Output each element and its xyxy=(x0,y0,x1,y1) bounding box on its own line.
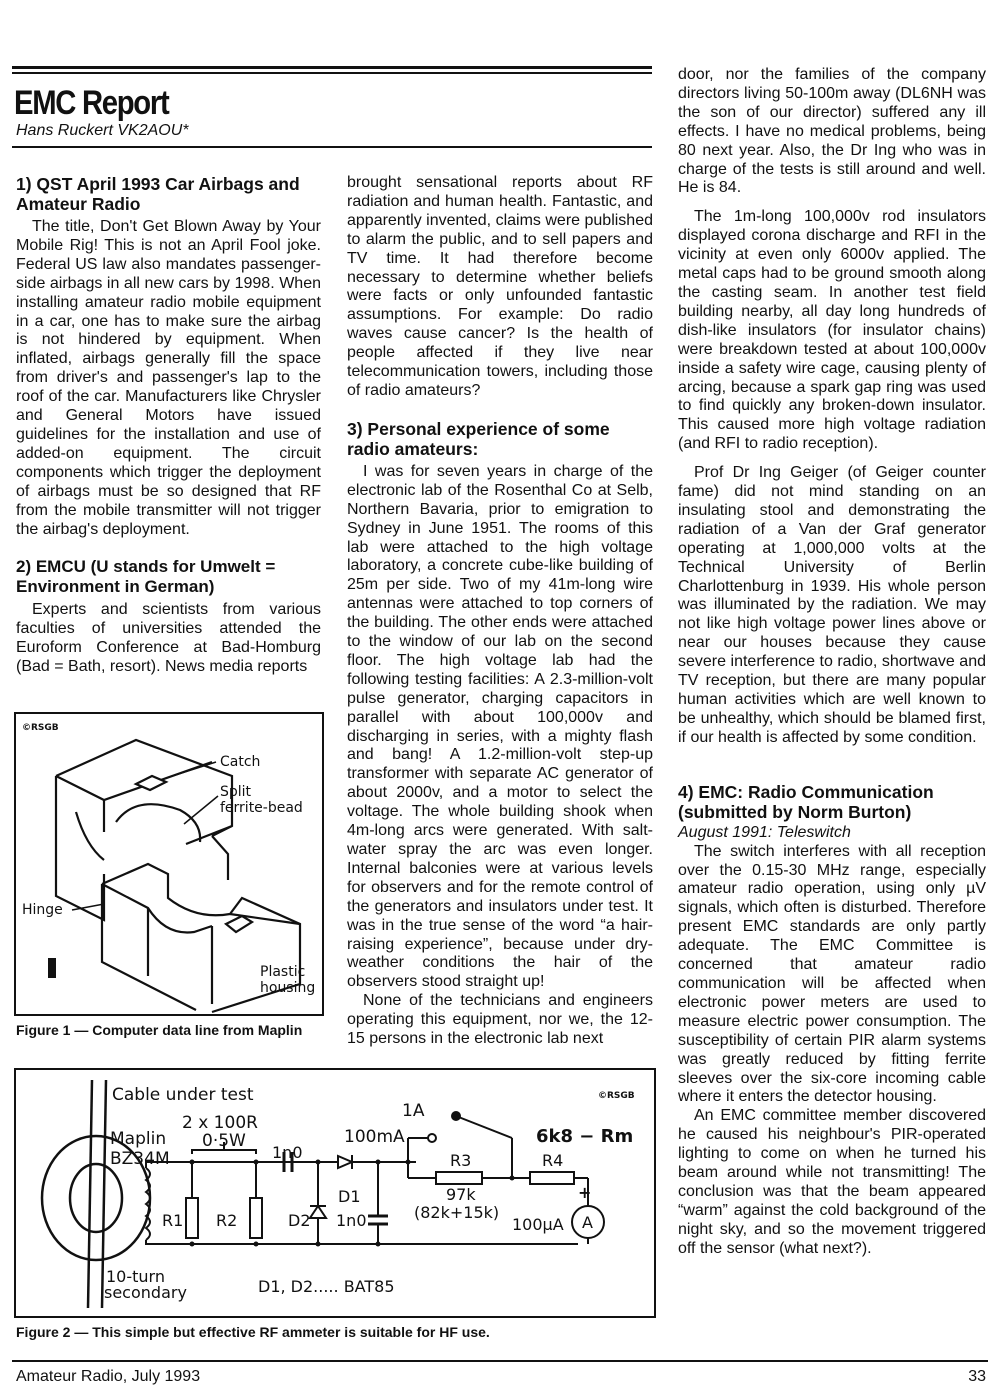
label-r4: R4 xyxy=(542,1151,564,1170)
column-2-paragraph-3: None of the technicians and engineers operating this equipment, nor we, the 12-15 persons in the electronic lab next xyxy=(347,992,653,1048)
figure-2-caption: Figure 2 — This simple but effective RF ammeter is suitable for HF use. xyxy=(16,1324,490,1340)
label-meter: 100µA xyxy=(512,1215,564,1234)
label-split: Split xyxy=(220,784,252,800)
column-3-paragraph-4: The switch interferes with all reception over the 0.15-30 MHz range, especially amateur radio operation, using only µV signals, which often is disturbed. Therefore present EMC standards are only partly adequate. The EMC Committee is concerned that amateur radio communication will be affected when electronic power meters are used to measure electric power consumption. The susceptibility of certain PIR alarm systems was greatly reduced by fitting ferrite sleeves over the six-core incoming cable where it enters the detector housing. xyxy=(678,842,986,1106)
figure-2-circuit xyxy=(16,1070,654,1316)
label-c2: 1n0 xyxy=(336,1211,367,1230)
label-plastic: Plastic xyxy=(260,964,306,980)
label-r3: R3 xyxy=(450,1151,472,1170)
footer-rule xyxy=(12,1360,988,1362)
section-2-body: Experts and scientists from various faculties of universities attended the Euroform Conference at Bad-Homburg (Bad = Bath, resort). News media reports xyxy=(16,601,321,676)
label-c1: 1n0 xyxy=(272,1143,303,1162)
column-3-paragraph-2: The 1m-long 100,000v rod insulators displayed corona discharge and RFI in the vicinity at even only 6000v applied. The metal caps had to be ground smooth along the casting seam. In another test field building nearby, all day long hundreds of dish-like insulators (for insulator chains) were breakdown tested at about 100,000v inside a safety wire cage, causing plenty of arcing, because a spark gap ring was used to find quickly any broken-down insulator. This caused more high voltage radiation (and RFI to radio reception). xyxy=(678,208,986,453)
figure-1-credit: ©RSGB xyxy=(22,723,59,733)
resistor-r3 xyxy=(436,1172,482,1184)
column-3-paragraph-1: door, nor the families of the company directors living 50-100m away (DL6NH was the son of our director) suffered any ill effects. I have no medical problems, being 80 next year. Also, the Dr Ing who was in charge of the tests is still around and well. He is 84. xyxy=(678,66,986,197)
label-d1: D1 xyxy=(338,1187,361,1206)
figure-1-caption: Figure 1 — Computer data line from Maplin xyxy=(16,1022,303,1038)
label-r3-value: 97k xyxy=(446,1185,476,1204)
label-secondary: secondary xyxy=(104,1283,187,1302)
label-r1: R1 xyxy=(162,1211,184,1230)
label-switch-1a: 1A xyxy=(402,1101,425,1121)
label-d2: D2 xyxy=(288,1211,311,1230)
label-turns: 10-turn xyxy=(106,1267,165,1286)
resistor-r4 xyxy=(530,1172,574,1184)
column-1 xyxy=(16,174,321,677)
label-resistor-pair: 2 x 100R xyxy=(182,1113,258,1133)
header-rule-bottom xyxy=(12,72,652,74)
column-3-paragraph-5: An EMC committee member discovered he caused his neighbour's PIR-operated lighting to come on when he turned his beam around while not transmitting! The conclusion was that the beam appeared “warm” against the cold background of the night sky, and so the movement triggered off the sensor (what next?). xyxy=(678,1107,986,1257)
label-switch-100ma: 100mA xyxy=(344,1127,405,1147)
column-3-paragraph-3: Prof Dr Ing Geiger (of Geiger counter fame) did not mind standing on an insulating stool and demonstrating the radiation of a Van der Graf generator operating at 1,000,000 volts at the Technical University of Berlin Charlottenburg in 1939. His whole person was illuminated by the radiation. We may not like high voltage power lines above or near our houses because they cause severe interference to radio, shortwave and TV reception, but there are many popular human activities which are well known to be unhealthy, which should be blamed first, if our health is affected by some condition. xyxy=(678,464,986,746)
label-resistor-power: 0·5W xyxy=(202,1131,246,1151)
label-ferrite-bead: ferrite-bead xyxy=(220,800,303,816)
column-2-paragraph-1: brought sensational reports about RF radiation and human health. Fantastic, and apparently invented, claims were published to alarm the public, and to sell papers and TV time. It had therefore become necessary to determine whether beliefs were facts or only unfounded fantastic assumptions. For example: Do radio waves cause cancer? Is the health of people affected if they live near telecommunication towers, including those of radio amateurs? xyxy=(347,174,653,399)
label-bz34m: BZ34M xyxy=(110,1149,170,1169)
hinge-icon xyxy=(48,958,56,978)
diode-d1 xyxy=(338,1156,352,1168)
label-r2: R2 xyxy=(216,1211,238,1230)
resistor-r1 xyxy=(186,1198,198,1238)
label-catch: Catch xyxy=(220,754,261,770)
label-cable: Cable under test xyxy=(112,1085,254,1105)
section-1-body: The title, Don't Get Blown Away by Your Mobile Rig! This is not an April Fool joke. Federal US law also mandates passenger-side airbags in all new cars by 1998. When installing amateur radio mobile equipment in a car, one has to make sure the airbag is not hindered by equipment. When inflated, airbags generally fill the space from driver's and passenger's lap to the roof of the car. Manufacturers like Chrysler and General Motors have issued guidelines for the installation and use of added-on equipment. The circuit components which trigger the deployment of airbags must be so designed that RF from the mobile transmitter will not trigger the airbag's deployment. xyxy=(16,218,321,538)
footer-publication: Amateur Radio, July 1993 xyxy=(16,1368,201,1385)
figure-1-frame xyxy=(14,712,324,1016)
column-3 xyxy=(678,66,986,1259)
range-switch xyxy=(456,1116,512,1138)
author-byline: Hans Ruckert VK2AOU* xyxy=(16,122,189,139)
column-2-paragraph-2: I was for seven years in charge of the electronic lab of the Rosenthal Co at Selb, Northern Bavaria, prior to emigration to Sydney in June 1951. The rooms of this lab were attached to the high voltage laboratory, a concrete cube-like building of 25m per side. Two of my 41m-long wire antennas were attached to top corners of the building. The other ends were attached to the window of our lab on the second floor. The high voltage lab had the following testing facilities: A 2.3-million-volt pulse generator, charging capacitors in parallel with about 100,000v and discharging in series, with a mighty flash and bang! A 1.2-million-volt step-up transformer with separate AC generator of about 2000v, and a motor to select the voltage. The whole building shook when 4m-long arcs were generated. With salt-water spray the arc was even longer. Internal balconies were at various levels for observers and for the remote control of the generators and insulators under test. It was in the true sense of the word “a hair-raising experience”, because under dry-weather conditions the hair of the observers stood straight up! xyxy=(347,462,653,991)
section-4-subheading: August 1991: Teleswitch xyxy=(678,823,851,841)
figure-2-frame xyxy=(14,1068,656,1318)
page-number: 33 xyxy=(968,1368,986,1385)
label-r3-sub: (82k+15k) xyxy=(414,1203,500,1222)
label-diodes: D1, D2..... BAT85 xyxy=(258,1277,395,1296)
diode-d2 xyxy=(310,1206,326,1218)
label-hinge: Hinge xyxy=(22,902,63,918)
figure-2-credit: ©RSGB xyxy=(598,1091,635,1101)
byline-rule xyxy=(12,146,652,148)
label-maplin: Maplin xyxy=(110,1129,167,1149)
label-housing: housing xyxy=(260,980,316,996)
section-1-heading: 1) QST April 1993 Car Airbags and Amateur Radio xyxy=(16,174,300,214)
header-rule-top xyxy=(12,66,652,69)
figure-1-drawing xyxy=(16,714,322,1014)
column-2 xyxy=(347,174,653,1049)
section-4-heading: 4) EMC: Radio Communication (submitted by Norm Burton) xyxy=(678,781,934,822)
label-plus: + xyxy=(578,1183,592,1202)
section-2-heading: 2) EMCU (U stands for Umwelt = Environment in German) xyxy=(16,557,276,597)
section-3-heading: 3) Personal experience of some radio amateurs: xyxy=(347,418,610,459)
page-title: EMC Report xyxy=(14,84,169,122)
label-meter-symbol: A xyxy=(582,1213,593,1232)
label-rm: 6k8 − Rm xyxy=(536,1126,634,1147)
resistor-r2 xyxy=(250,1198,262,1238)
